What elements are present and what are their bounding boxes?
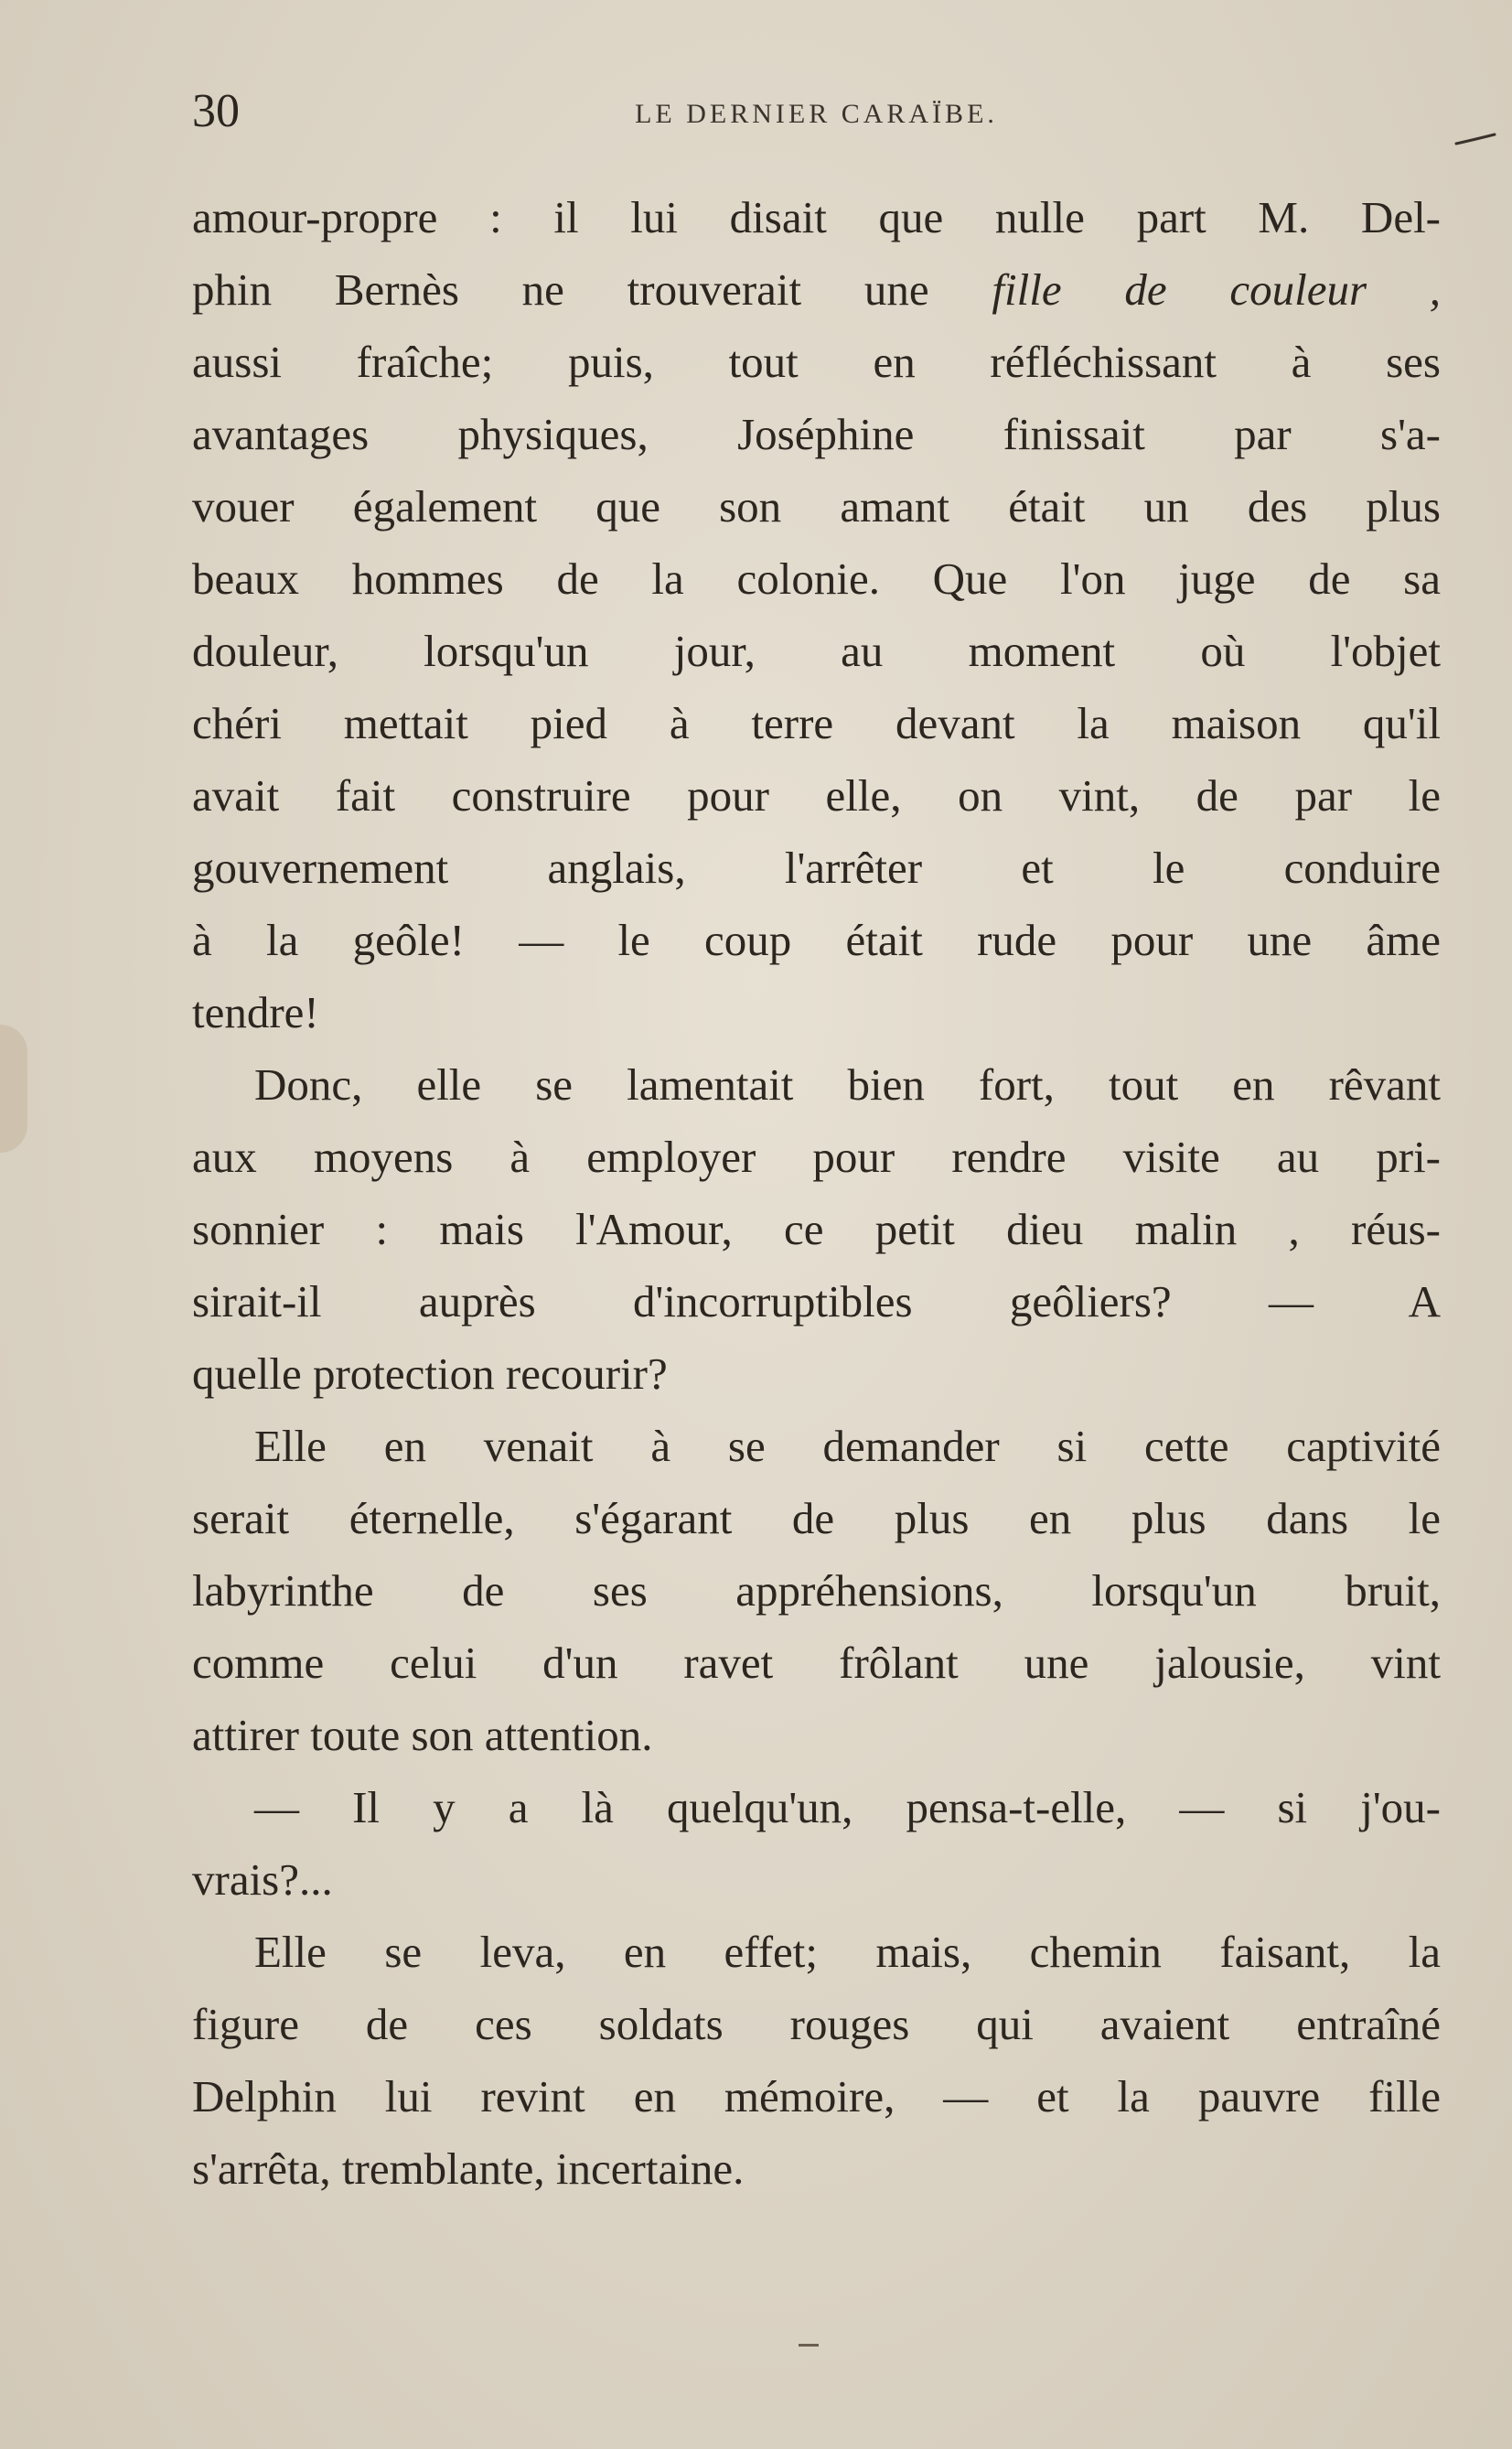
text-line: vrais?...: [192, 1854, 333, 1905]
text-line: tendre!: [192, 987, 319, 1037]
page-number: 30: [192, 85, 240, 137]
text-line: chéri mettait pied à terre devant la maison qu'il: [192, 698, 1441, 748]
text-line: douleur, lorsqu'un jour, au moment où l'objet: [192, 626, 1441, 676]
text-line: gouvernement anglais, l'arrêter et le conduire: [192, 843, 1441, 893]
text-line: à la geôle! — le coup était rude pour une âme: [192, 915, 1441, 965]
text-line: vouer également que son amant était un des plus: [192, 481, 1441, 532]
text-line: beaux hommes de la colonie. Que l'on juge de sa: [192, 553, 1441, 604]
text-line: Elle en venait à se demander si cette captivité: [254, 1421, 1441, 1471]
text-line: Donc, elle se lamentait bien fort, tout en rêvant: [254, 1059, 1441, 1110]
text-line: serait éternelle, s'égarant de plus en plus dans le: [192, 1493, 1441, 1543]
text-line: attirer toute son attention.: [192, 1710, 653, 1760]
text-line: s'arrêta, tremblante, incertaine.: [192, 2143, 745, 2194]
text-line: avait fait construire pour elle, on vint, de par le: [192, 770, 1441, 821]
text-line-with-italic: [192, 253, 1441, 326]
italic-phrase: fille de couleur ,: [992, 264, 1441, 315]
text-line: — Il y a là quelqu'un, pensa-t-elle, — si j'ou-: [254, 1782, 1441, 1832]
running-head: [192, 84, 1441, 139]
text-line: sonnier : mais l'Amour, ce petit dieu malin , réus-: [192, 1204, 1441, 1254]
text-line: aux moyens à employer pour rendre visite au pri-: [192, 1132, 1441, 1182]
text-line-part: phin Bernès ne trouverait une: [192, 264, 929, 315]
text-line: amour-propre : il lui disait que nulle part M. Del-: [192, 192, 1441, 242]
text-line: avantages physiques, Joséphine finissait par s'a-: [192, 409, 1441, 459]
text-line: quelle protection recourir?: [192, 1348, 668, 1399]
text-line: aussi fraîche; puis, tout en réfléchissant à ses: [192, 337, 1441, 387]
paper-stain: [0, 1025, 27, 1153]
text-line: Elle se leva, en effet; mais, chemin faisant, la: [254, 1927, 1441, 1977]
running-title: LE DERNIER CARAÏBE.: [635, 99, 998, 129]
corner-pen-mark: [1454, 133, 1496, 145]
text-line: Delphin lui revint en mémoire, — et la pauvre fille: [192, 2071, 1441, 2121]
text-line: comme celui d'un ravet frôlant une jalousie, vint: [192, 1638, 1441, 1688]
text-line: labyrinthe de ses appréhensions, lorsqu'un bruit,: [192, 1565, 1441, 1616]
body-text: [192, 181, 1441, 2205]
text-line: sirait-il auprès d'incorruptibles geôliers? — A: [192, 1276, 1441, 1327]
bottom-dash-mark: [799, 2344, 819, 2347]
text-line: figure de ces soldats rouges qui avaient entraîné: [192, 1999, 1441, 2049]
